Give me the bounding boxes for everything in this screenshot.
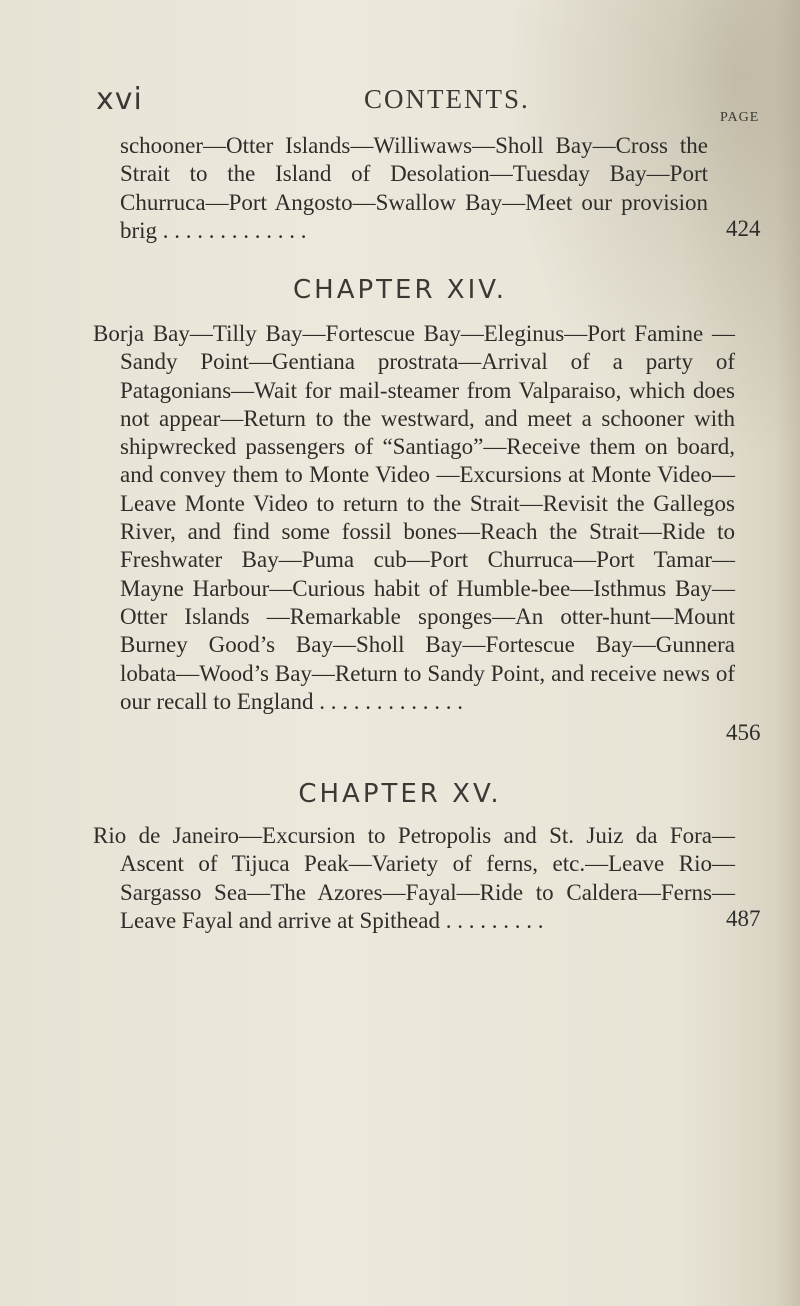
chapter-xv-summary (93, 822, 735, 935)
page-column-label: PAGE (720, 110, 760, 125)
entry-page-number: 424 (726, 216, 761, 241)
chapter-xv-page-number: 487 (726, 906, 761, 931)
chapter-summary-text: Rio de Janeiro—Excursion to Petropolis and St. Juiz da Fora—Ascent of Tijuca Peak—Variety of ferns, etc.—Leave Rio—Sargasso Sea—The Azores—Fayal—Ride to Caldera—Ferns—Leave Fayal and arrive at Spithead . . . . . . . . . (93, 823, 735, 933)
entry-text: schooner—Otter Islands—Williwaws—Sholl Bay—Cross the Strait to the Island of Desolation—Tuesday Bay—Port Churruca—Port Angosto—Swallow Bay—Meet our provision brig . . . . . . . . . . . . . (120, 133, 708, 243)
chapter-xiv-page-number: 456 (726, 720, 761, 745)
chapter-heading-xv: CHAPTER XV. (298, 779, 502, 809)
chapter-xiv-summary (93, 320, 735, 716)
chapter-summary-text: Borja Bay—Tilly Bay—Fortescue Bay—Eleginus—Port Famine —Sandy Point—Gentiana prostrata—Arrival of a party of Patagonians—Wait for mail-steamer from Valparaiso, which does not appear—Return to the westward, and meet a schooner with shipwrecked passengers of “Santiago”—Receive them on board, and convey them to Monte Video —Excursions at Monte Video—Leave Monte Video to return to the Strait—Revisit the Gallegos River, and find some fossil bones—Reach the Strait—Ride to Freshwater Bay—Puma cub—Port Churruca—Port Tamar—Mayne Harbour—Curious habit of Humble-bee—Isthmus Bay—Otter Islands —Remarkable sponges—An otter-hunt—Mount Burney Good’s Bay—Sholl Bay—Fortescue Bay—Gunnera lobata—Wood’s Bay—Return to Sandy Point, and receive news of our recall to England . . . . . . . . . . . . . (93, 321, 735, 714)
folio-number: xvi (96, 82, 143, 117)
page-header (96, 82, 736, 122)
contents-entry-continued (120, 132, 708, 245)
chapter-heading-xiv: CHAPTER XIV. (293, 275, 507, 305)
running-head: CONTENTS. (364, 84, 530, 114)
